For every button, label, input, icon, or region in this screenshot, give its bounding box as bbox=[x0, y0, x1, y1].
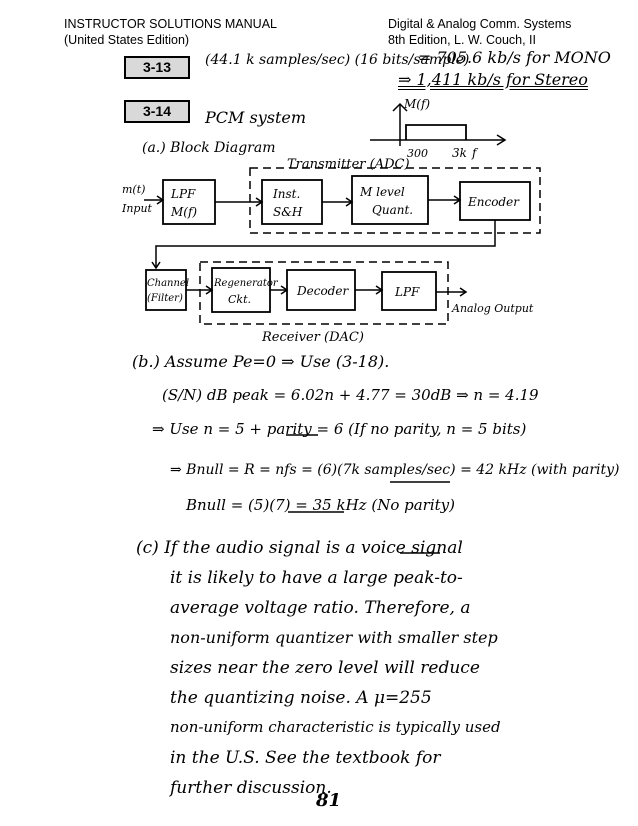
part-a-label: (a.) Block Diagram bbox=[142, 140, 276, 156]
part-c-line2: it is likely to have a large peak-to- bbox=[170, 568, 463, 588]
part-b-line1: (b.) Assume Pe=0 ⇒ Use (3-18). bbox=[132, 352, 390, 371]
part-b-line5: Bnull = (5)(7) = 35 kHz (No parity) bbox=[186, 496, 455, 514]
encoder-text: Encoder bbox=[468, 195, 519, 209]
quant-line2: Quant. bbox=[372, 203, 414, 217]
spectrum-f-high: 3k bbox=[452, 146, 467, 160]
problem-label-3-14: 3-14 bbox=[124, 100, 190, 123]
part-b-line4: ⇒ Bnull = R = nfs = (6)(7k samples/sec) = 42 kHz (with parity) bbox=[170, 462, 620, 478]
regen-line1: Regenerator bbox=[214, 278, 278, 289]
part-c-line9: further discussion. bbox=[170, 778, 332, 798]
transmitter-label: Transmitter (ADC) bbox=[287, 157, 410, 172]
problem-3-14-title: PCM system bbox=[205, 108, 307, 127]
spectrum-ylabel: M(f) bbox=[404, 97, 431, 111]
page-number: 81 bbox=[316, 790, 342, 811]
channel-block bbox=[146, 270, 186, 310]
channel-line2: (Filter) bbox=[147, 293, 183, 304]
header-book-edition: 8th Edition, L. W. Couch, II bbox=[388, 33, 536, 47]
part-c-line1: (c) If the audio signal is a voice signal bbox=[136, 538, 463, 558]
input-signal: m(t) bbox=[122, 183, 146, 196]
receiver-label: Receiver (DAC) bbox=[262, 330, 364, 345]
part-c-line4: non-uniform quantizer with smaller step bbox=[170, 628, 498, 647]
spectrum-sketch bbox=[370, 97, 505, 160]
lpf-tx-line2: M(f) bbox=[171, 205, 198, 219]
problem-3-13-expression: (44.1 k samples/sec) (16 bits/sample) bbox=[205, 52, 470, 68]
regen-line2: Ckt. bbox=[228, 293, 251, 306]
sh-line2: S&H bbox=[273, 205, 303, 219]
part-c-line6: the quantizing noise. A μ=255 bbox=[170, 688, 432, 708]
quant-line1: M level bbox=[360, 185, 405, 199]
problem-3-13-mono-result: = 705.6 kb/s for MONO bbox=[418, 48, 611, 67]
part-b-line3: ⇒ Use n = 5 + parity = 6 (If no parity, n = 5 bits) bbox=[152, 420, 527, 438]
part-c-line8: in the U.S. See the textbook for bbox=[170, 748, 441, 768]
header-manual-title: INSTRUCTOR SOLUTIONS MANUAL bbox=[64, 17, 277, 31]
part-c-line7: non-uniform characteristic is typically used bbox=[170, 718, 501, 736]
input-label: Input bbox=[122, 202, 152, 215]
output-label: Analog Output bbox=[452, 302, 534, 315]
lpf-rx-text: LPF bbox=[395, 285, 420, 299]
part-c-line5: sizes near the zero level will reduce bbox=[170, 658, 480, 678]
spectrum-f-low: 300 bbox=[407, 147, 428, 160]
sh-line1: Inst. bbox=[273, 187, 301, 201]
part-c-line3: average voltage ratio. Therefore, a bbox=[170, 598, 471, 618]
channel-line1: Channel bbox=[147, 278, 190, 289]
lpf-tx-line1: LPF bbox=[171, 187, 196, 201]
header-edition-region: (United States Edition) bbox=[64, 33, 190, 47]
problem-label-3-13: 3-13 bbox=[124, 56, 190, 79]
spectrum-f-axis: f bbox=[472, 146, 477, 160]
header-book-title: Digital & Analog Comm. Systems bbox=[388, 17, 572, 31]
decoder-text: Decoder bbox=[297, 284, 349, 298]
part-b-line2: (S/N) dB peak = 6.02n + 4.77 = 30dB ⇒ n = 4.19 bbox=[162, 386, 539, 404]
problem-3-13-stereo-result: ⇒ 1,411 kb/s for Stereo bbox=[398, 70, 588, 89]
